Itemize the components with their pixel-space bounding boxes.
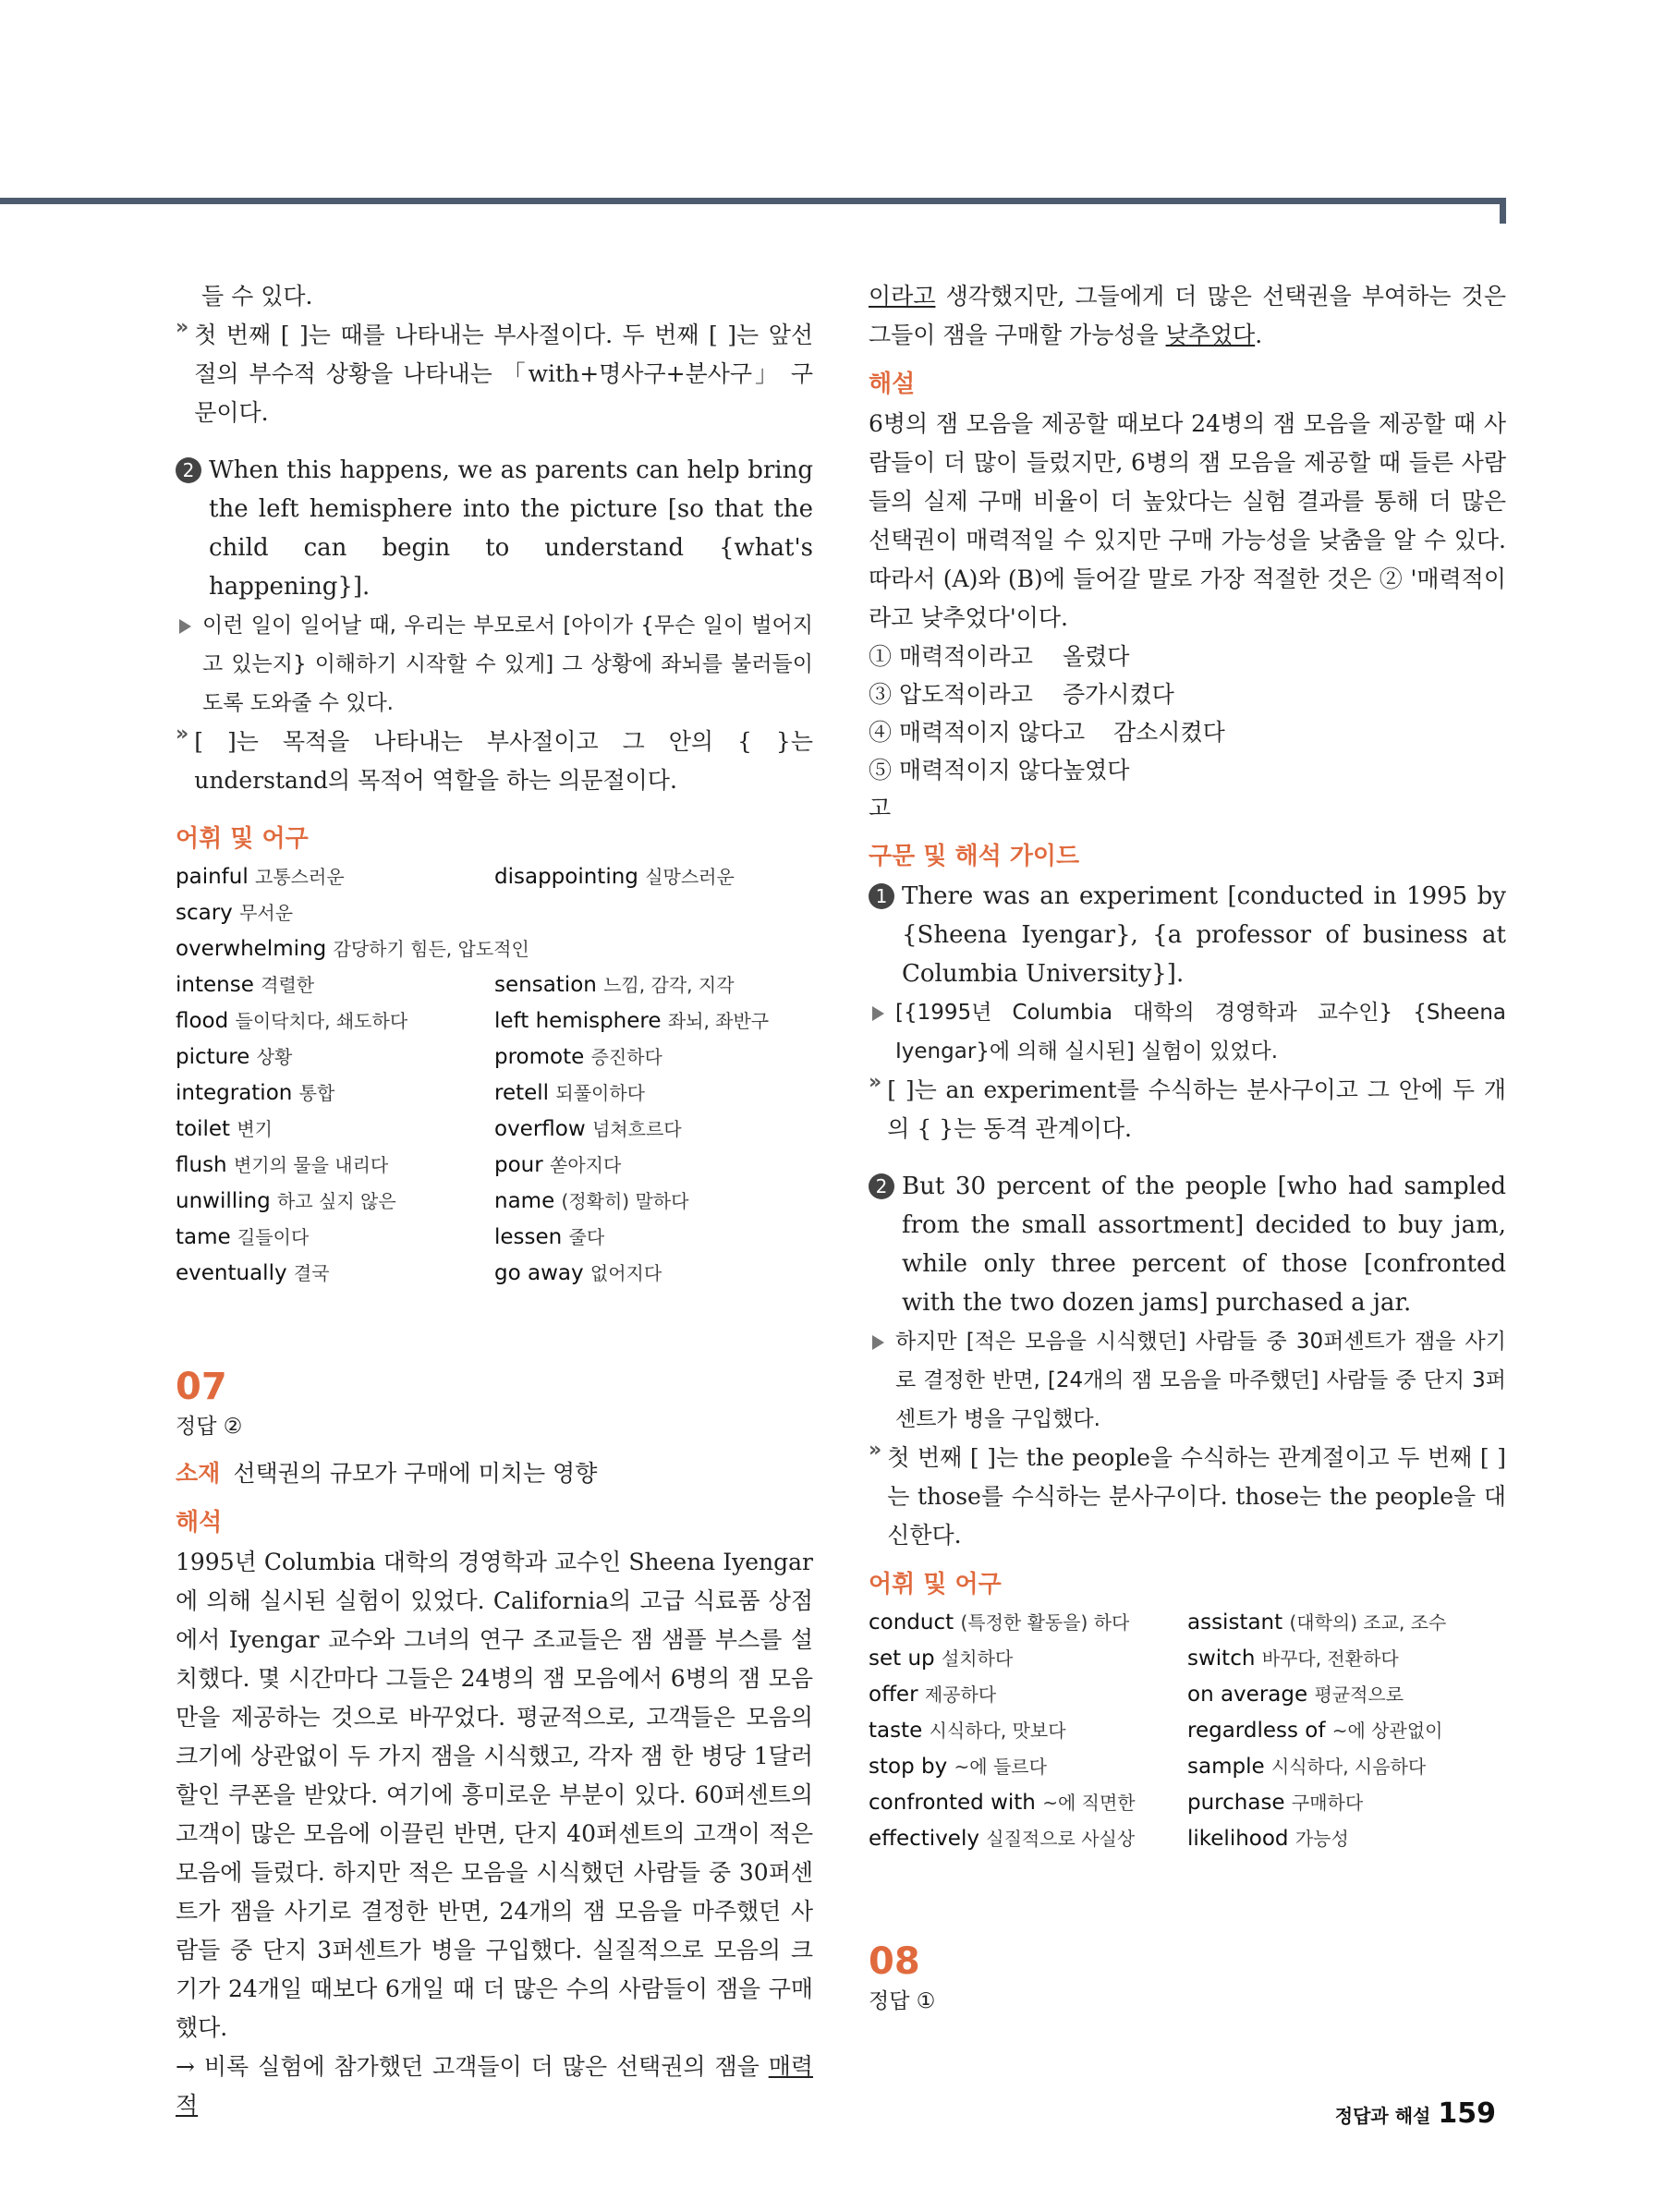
vocab-term: disappointing xyxy=(494,865,638,889)
choice-item xyxy=(869,675,1506,713)
vocab-term: toilet xyxy=(176,1117,231,1141)
vocab-meaning: (정확히) 말하다 xyxy=(561,1190,689,1212)
vocab-item xyxy=(1187,1605,1506,1641)
vocab-term: purchase xyxy=(1187,1791,1285,1815)
vocab-spacer xyxy=(494,895,813,931)
vocab-term: likelihood xyxy=(1187,1827,1289,1851)
vocab-meaning: 설치하다 xyxy=(941,1647,1014,1670)
vocab-meaning: ~에 들르다 xyxy=(954,1756,1047,1778)
vocab-term: integration xyxy=(176,1081,293,1105)
vocab-term: taste xyxy=(869,1719,923,1743)
vocab-item xyxy=(176,1003,494,1039)
vocab-item xyxy=(494,1184,813,1220)
translation-heading: 해석 xyxy=(176,1509,223,1537)
vocab-meaning: 결국 xyxy=(293,1262,330,1284)
vocab-term: on average xyxy=(1187,1683,1308,1707)
vocab-item xyxy=(869,1785,1187,1821)
vocab-item xyxy=(176,1039,494,1076)
vocab-meaning: 가능성 xyxy=(1294,1828,1349,1850)
vocab-term: effectively xyxy=(869,1827,979,1851)
vocab-meaning: 없어지다 xyxy=(589,1262,662,1284)
vocab-meaning: 제공하다 xyxy=(924,1683,997,1706)
summary-line xyxy=(176,2048,813,2125)
footer-label: 정답과 해설 xyxy=(1334,2105,1431,2127)
choice-a: ③ 압도적이라고 xyxy=(869,681,1033,708)
vocab-item xyxy=(869,1749,1187,1785)
choice-item xyxy=(869,751,1506,827)
vocab-meaning: 되풀이하다 xyxy=(555,1082,645,1104)
vocab-term: go away xyxy=(494,1261,584,1285)
vocab-term: conduct xyxy=(869,1610,954,1635)
choice-item xyxy=(869,713,1506,751)
vocab-item xyxy=(176,1220,494,1256)
vocab-meaning: 시식하다, 맛보다 xyxy=(929,1720,1066,1742)
vocab-meaning: 통합 xyxy=(298,1082,335,1104)
answer-line: 정답 ① xyxy=(869,1989,936,2013)
vocab-term: intense xyxy=(176,973,254,997)
summary-prefix: → 비록 실험에 참가했던 고객들이 더 많은 선택권의 잼을 xyxy=(176,2053,769,2080)
guide-1-note-row xyxy=(869,1071,1506,1149)
vocab-term: stop by xyxy=(869,1755,948,1779)
sentence-2-note: [ ]는 목적을 나타내는 부사절이고 그 안의 { }는 understand의 목적어 역할을 하는 의문절이다. xyxy=(194,728,813,794)
sentence-2-translation-row xyxy=(176,606,813,723)
page-number: 159 xyxy=(1438,2097,1496,2130)
vocab-item xyxy=(494,967,813,1003)
double-arrow-icon: » xyxy=(176,723,189,746)
vocab-item xyxy=(1187,1641,1506,1677)
vocab-term: switch xyxy=(1187,1647,1256,1671)
number-badge: 2 xyxy=(176,457,201,483)
vocab-term: left hemisphere xyxy=(494,1009,662,1033)
guide-1-translation-row xyxy=(869,993,1506,1071)
choice-a: ④ 매력적이지 않다고 xyxy=(869,719,1086,746)
vocab-term: scary xyxy=(176,901,233,925)
choice-item xyxy=(869,638,1506,675)
vocab-meaning: 들이닥치다, 쇄도하다 xyxy=(235,1010,408,1032)
vocab-term: lessen xyxy=(494,1225,563,1249)
choice-b: 올렸다 xyxy=(1063,643,1130,670)
vocab-meaning: 시식하다, 시음하다 xyxy=(1270,1756,1427,1778)
choices-list xyxy=(869,638,1506,827)
vocab-term: tame xyxy=(176,1225,231,1249)
summary-end: . xyxy=(1255,322,1263,348)
vocab-term: overflow xyxy=(494,1117,586,1141)
vocab-item xyxy=(869,1677,1187,1713)
vocab-term: picture xyxy=(176,1045,250,1069)
vocab-meaning: 실망스러운 xyxy=(645,866,735,888)
explanation-heading: 해설 xyxy=(869,371,916,398)
topic-label: 소재 xyxy=(176,1460,221,1487)
vocab-meaning: 줄다 xyxy=(568,1226,605,1248)
vocab-item xyxy=(494,1039,813,1076)
vocab-heading: 어휘 및 어구 xyxy=(176,825,309,853)
question-number: 07 xyxy=(176,1366,227,1408)
vocab-item xyxy=(176,895,494,931)
vocab-term: overwhelming xyxy=(176,937,327,961)
question-number: 08 xyxy=(869,1940,920,1983)
choice-a: ⑤ 매력적이지 않다고 xyxy=(869,757,1063,821)
vocab-term: flood xyxy=(176,1009,229,1033)
vocab-meaning: 감당하기 힘든, 압도적인 xyxy=(333,938,529,960)
vocab-meaning: 변기의 물을 내리다 xyxy=(233,1154,389,1176)
summary-blank-b: 낮추었다 xyxy=(1165,322,1256,348)
vocab-meaning: 좌뇌, 좌반구 xyxy=(667,1010,770,1032)
vocab-term: unwilling xyxy=(176,1189,271,1213)
vocab-item xyxy=(176,931,813,967)
vocab-item xyxy=(494,859,813,895)
vocab-term: confronted with xyxy=(869,1791,1036,1815)
choice-b: 높였다 xyxy=(1063,757,1130,784)
vocab-item xyxy=(176,1112,494,1148)
vocab-item xyxy=(494,1112,813,1148)
sentence-2-note-row xyxy=(176,723,813,800)
triangle-bullet-icon xyxy=(872,1335,884,1350)
vocab-meaning: 길들이다 xyxy=(237,1226,310,1248)
vocab-item xyxy=(1187,1677,1506,1713)
vocab-item xyxy=(494,1220,813,1256)
guide-sentence-1 xyxy=(869,877,1506,993)
vocab-term: pour xyxy=(494,1153,543,1177)
vocab-item xyxy=(176,1148,494,1184)
sentence-2 xyxy=(176,451,813,606)
vocab-item xyxy=(494,1256,813,1292)
vocab-meaning: ~에 직면한 xyxy=(1042,1792,1136,1814)
topic-line xyxy=(176,1454,813,1493)
choice-b: 감소시켰다 xyxy=(1113,719,1225,746)
intro-note xyxy=(176,316,813,432)
vocab-item xyxy=(869,1821,1187,1857)
intro-note-text: 첫 번째 [ ]는 때를 나타내는 부사절이다. 두 번째 [ ]는 앞선 절의 부수적 상황을 나타내는 「with+명사구+분사구」 구문이다. xyxy=(194,322,813,426)
intro-line: 들 수 있다. xyxy=(201,283,313,310)
vocab-heading: 어휘 및 어구 xyxy=(869,1571,1002,1598)
vocab-item xyxy=(494,1076,813,1112)
vocab-meaning: 바꾸다, 전환하다 xyxy=(1261,1647,1399,1670)
vocab-item xyxy=(869,1641,1187,1677)
top-rule xyxy=(0,198,1506,204)
vocab-term: offer xyxy=(869,1683,918,1707)
guide-sentence-2 xyxy=(869,1167,1506,1322)
vocab-meaning: 격렬한 xyxy=(261,974,315,996)
vocab-term: retell xyxy=(494,1081,550,1105)
vocab-item xyxy=(176,859,494,895)
guide-2-note: 첫 번째 [ ]는 the people을 수식하는 관계절이고 두 번째 [ ]는 those를 수식하는 분사구이다. those는 the people을 대신한다. xyxy=(887,1444,1506,1549)
top-rule-tick xyxy=(1500,198,1506,224)
double-arrow-icon: » xyxy=(176,316,189,339)
number-badge: 2 xyxy=(869,1173,894,1199)
vocab-meaning: 증진하다 xyxy=(590,1046,662,1068)
summary-blank-a-end: 이라고 xyxy=(869,283,936,310)
vocab-meaning: 쏟아지다 xyxy=(550,1154,622,1176)
summary-continued xyxy=(869,277,1506,355)
vocab-term: sample xyxy=(1187,1755,1265,1779)
vocab-meaning: 실질적으로 사실상 xyxy=(986,1828,1136,1850)
vocab-item xyxy=(1187,1785,1506,1821)
guide-2-english: But 30 percent of the people [who had sampled from the small assortment] decided to buy jam, while only three percent of those [confronted with the two dozen jams] purchased a jar. xyxy=(902,1173,1506,1317)
vocab-item xyxy=(494,1148,813,1184)
vocab-term: sensation xyxy=(494,973,597,997)
vocab-meaning: 넘쳐흐르다 xyxy=(591,1118,682,1140)
right-column xyxy=(869,277,1506,2020)
sentence-2-translation: 이런 일이 일어날 때, 우리는 부모로서 [아이가 {무슨 일이 벌어지고 있는지} 이해하기 시작할 수 있게] 그 상황에 좌뇌를 불러들이도록 도와줄 수 있다. xyxy=(202,614,813,715)
vocab-meaning: (특정한 활동을) 하다 xyxy=(960,1611,1130,1634)
vocab-item xyxy=(1187,1713,1506,1749)
vocab-item xyxy=(176,1256,494,1292)
vocab-item xyxy=(869,1713,1187,1749)
double-arrow-icon: » xyxy=(869,1439,882,1462)
explanation-text: 6병의 잼 모음을 제공할 때보다 24병의 잼 모음을 제공할 때 사람들이 더 많이 들렀지만, 6병의 잼 모음을 제공할 때 들른 사람들의 실제 구매 비율이 더 높았다는 실험 결과를 통해 더 많은 선택권이 매력적일 수 있지만 구매 가능성을 낮춤을 알 수 있다. 따라서 (A)와 (B)에 들어갈 말로 가장 적절한 것은 ② '매력적이라고 낮추었다'이다. xyxy=(869,410,1506,631)
vocab-meaning: (대학의) 조교, 조수 xyxy=(1289,1611,1447,1634)
vocab-term: set up xyxy=(869,1647,935,1671)
answer-line: 정답 ② xyxy=(176,1415,243,1439)
triangle-bullet-icon xyxy=(179,619,191,634)
vocab-term: promote xyxy=(494,1045,585,1069)
double-arrow-icon: » xyxy=(869,1071,882,1094)
sentence-2-english: When this happens, we as parents can help bring the left hemisphere into the picture [so that the child can begin to understand {what's happening}]. xyxy=(209,456,813,601)
number-badge: 1 xyxy=(869,883,894,909)
vocab-meaning: 무서운 xyxy=(239,902,294,924)
vocab-list xyxy=(176,859,813,1292)
choice-b: 증가시켰다 xyxy=(1063,681,1174,708)
summary-middle: 생각했지만, 그들에게 더 많은 선택권을 부여하는 것은 그들이 잼을 구매할 가능성을 xyxy=(869,283,1506,348)
vocab-item xyxy=(176,1076,494,1112)
vocab-term: assistant xyxy=(1187,1610,1283,1635)
passage-translation: 1995년 Columbia 대학의 경영학과 교수인 Sheena Iyengar에 의해 실시된 실험이 있었다. California의 고급 식료품 상점에서 Iyengar 교수와 그녀의 연구 조교들은 잼 샘플 부스를 설치했다. 몇 시간마다 그들은 24병의 잼 모음에서 6병의 잼 모음만을 제공하는 것으로 바꾸었다. 평균적으로, 고객들은 모음의 크기에 상관없이 두 가지 잼을 시식했고, 각자 잼 한 병당 1달러 할인 쿠폰을 받았다. 여기에 흥미로운 부분이 있다. 60퍼센트의 고객이 많은 모음에 이끌린 반면, 단지 40퍼센트의 고객이 적은 모음에 들렀다. 하지만 적은 모음을 시식했던 사람들 중 30퍼센트가 잼을 사기로 결정한 반면, 24개의 잼 모음을 마주했던 사람들 중 단지 3퍼센트가 병을 구입했다. 실질적으로 모음의 크기가 24개일 때보다 6개일 때 더 많은 수의 사람들이 잼을 구매했다. xyxy=(176,1549,813,2041)
guide-1-english: There was an experiment [conducted in 1995 by {Sheena Iyengar}, {a professor of business at Columbia University}]. xyxy=(902,882,1506,988)
vocab-term: name xyxy=(494,1189,555,1213)
vocab-meaning: 상황 xyxy=(256,1046,293,1068)
vocab-meaning: 변기 xyxy=(237,1118,273,1140)
vocab-meaning: 하고 싶지 않은 xyxy=(277,1190,396,1212)
guide-1-translation: [{1995년 Columbia 대학의 경영학과 교수인} {Sheena Iyengar}에 의해 실시된] 실험이 있었다. xyxy=(895,1001,1506,1063)
guide-heading: 구문 및 해석 가이드 xyxy=(869,843,1080,870)
vocab-meaning: 평균적으로 xyxy=(1314,1683,1404,1706)
vocab-meaning: 구매하다 xyxy=(1291,1792,1364,1814)
vocab-term: painful xyxy=(176,865,249,889)
vocab-meaning: 느낌, 감각, 지각 xyxy=(603,974,735,996)
vocab-term: flush xyxy=(176,1153,227,1177)
guide-1-note: [ ]는 an experiment를 수식하는 분사구이고 그 안에 두 개의 { }는 동격 관계이다. xyxy=(887,1076,1506,1142)
vocab-term: eventually xyxy=(176,1261,287,1285)
triangle-bullet-icon xyxy=(872,1006,884,1021)
vocab-meaning: 고통스러운 xyxy=(255,866,345,888)
vocab-meaning: ~에 상관없이 xyxy=(1331,1720,1443,1742)
guide-2-translation-row xyxy=(869,1322,1506,1439)
left-column xyxy=(176,277,813,2125)
choice-a: ① 매력적이라고 xyxy=(869,643,1033,670)
vocab-item xyxy=(494,1003,813,1039)
vocab-item xyxy=(869,1605,1187,1641)
guide-2-note-row xyxy=(869,1439,1506,1555)
topic-text: 선택권의 규모가 구매에 미치는 영향 xyxy=(233,1460,598,1487)
vocab-item xyxy=(1187,1749,1506,1785)
guide-2-translation: 하지만 [적은 모음을 시식했던] 사람들 중 30퍼센트가 잼을 사기로 결정한 반면, [24개의 잼 모음을 마주했던] 사람들 중 단지 3퍼센트가 병을 구입했다. xyxy=(895,1330,1506,1431)
page-footer xyxy=(1335,2097,1496,2130)
vocab-item xyxy=(176,967,494,1003)
summary-blank-a: 매력적 xyxy=(176,2053,813,2119)
vocab-list xyxy=(869,1605,1506,1857)
vocab-item xyxy=(176,1184,494,1220)
vocab-item xyxy=(1187,1821,1506,1857)
vocab-term: regardless of xyxy=(1187,1719,1326,1743)
